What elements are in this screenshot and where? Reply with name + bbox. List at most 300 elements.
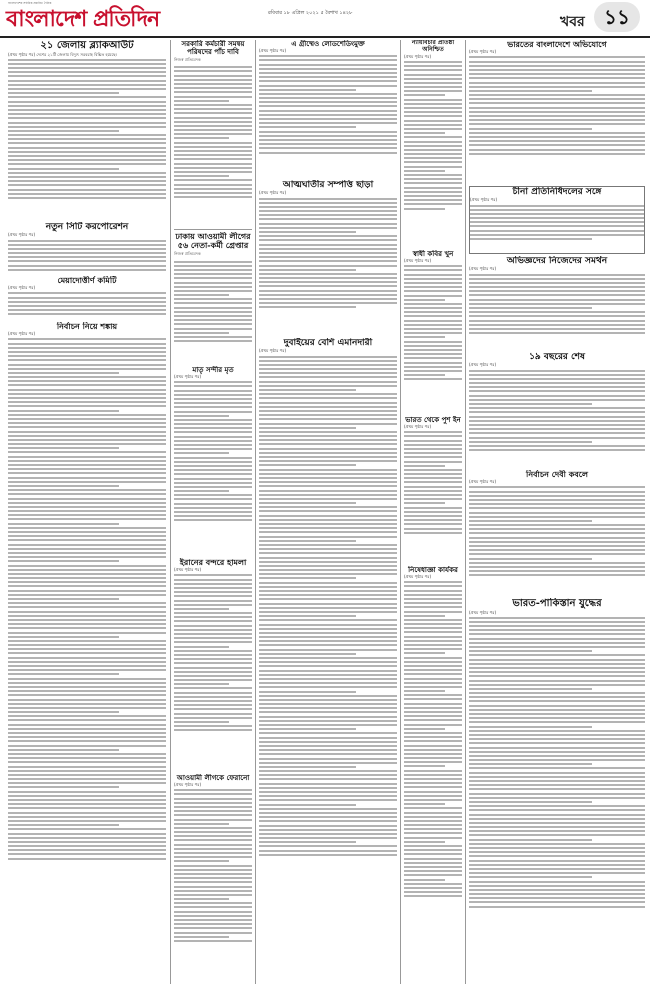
body-text-line bbox=[259, 766, 356, 768]
article-lede: (প্রথম পৃষ্ঠার পর) bbox=[174, 567, 202, 573]
body-text-line bbox=[259, 477, 397, 479]
body-text-line bbox=[469, 742, 645, 744]
body-text-line bbox=[174, 675, 252, 677]
body-text-line bbox=[259, 389, 356, 391]
body-text-line bbox=[404, 611, 462, 613]
body-text-line bbox=[259, 611, 397, 613]
body-text-line bbox=[8, 535, 166, 537]
body-text-line bbox=[8, 812, 166, 814]
body-text-line bbox=[469, 432, 645, 434]
body-text-line bbox=[174, 806, 252, 808]
body-text-line bbox=[404, 132, 445, 134]
issue-date-line: রবিবার ১৮ এপ্রিল ২০২১ ৫ বৈশাখ ১৪২৮ bbox=[268, 10, 353, 16]
body-text-line bbox=[8, 117, 166, 119]
body-text-line bbox=[174, 725, 252, 727]
body-text-line bbox=[404, 862, 462, 864]
body-text-line bbox=[8, 477, 166, 479]
body-text-line bbox=[469, 851, 645, 853]
article bbox=[469, 470, 645, 596]
body-text-line bbox=[404, 507, 462, 509]
body-text-line bbox=[469, 386, 645, 388]
body-text-line bbox=[8, 615, 166, 617]
body-text-line bbox=[469, 416, 645, 418]
body-text-line bbox=[8, 384, 166, 386]
body-text-line bbox=[259, 653, 356, 655]
body-text-line bbox=[8, 644, 166, 646]
body-text-line bbox=[174, 700, 252, 702]
article-lede: (প্রথম পৃষ্ঠার পর) bbox=[259, 48, 287, 54]
body-text-line bbox=[8, 142, 166, 144]
body-text-line bbox=[8, 518, 166, 520]
article-byline: নিজস্ব প্রতিবেদক bbox=[174, 251, 201, 257]
boxed-article bbox=[469, 186, 645, 254]
body-text-line bbox=[259, 110, 397, 112]
body-text-line bbox=[469, 696, 645, 698]
body-text-line bbox=[259, 640, 397, 642]
body-text-line bbox=[469, 654, 645, 656]
body-text-line bbox=[174, 860, 229, 862]
body-text-line bbox=[259, 804, 356, 806]
body-text-line bbox=[259, 799, 397, 801]
body-text-line bbox=[174, 179, 252, 181]
body-text-line bbox=[174, 810, 252, 812]
body-text-line bbox=[8, 611, 166, 613]
body-text-line bbox=[259, 298, 397, 300]
body-text-line bbox=[174, 146, 252, 148]
body-text-line bbox=[404, 490, 462, 492]
body-text-line bbox=[259, 223, 397, 225]
body-text-line bbox=[259, 364, 397, 366]
body-text-line bbox=[174, 83, 252, 85]
body-text-line bbox=[8, 514, 166, 516]
body-text-line bbox=[469, 437, 645, 439]
body-text-line bbox=[404, 761, 462, 763]
body-text-line bbox=[259, 372, 397, 374]
body-text-line bbox=[8, 652, 166, 654]
article bbox=[469, 598, 645, 980]
article-body bbox=[469, 370, 645, 452]
body-text-line bbox=[404, 598, 462, 600]
body-text-line bbox=[8, 256, 166, 258]
body-text-line bbox=[469, 663, 645, 665]
body-text-line bbox=[259, 473, 397, 475]
body-text-line bbox=[259, 531, 397, 533]
body-text-line bbox=[174, 163, 252, 165]
article bbox=[8, 222, 166, 274]
body-text-line bbox=[469, 671, 645, 673]
body-text-line bbox=[174, 587, 252, 589]
body-text-line bbox=[469, 399, 645, 401]
article-lede: (প্রথম পৃষ্ঠার পর) bbox=[8, 232, 36, 238]
body-text-line bbox=[404, 774, 462, 776]
body-text-line bbox=[174, 831, 252, 833]
body-text-line bbox=[8, 828, 166, 830]
body-text-line bbox=[259, 139, 397, 141]
body-text-line bbox=[404, 494, 462, 496]
body-text-line bbox=[469, 659, 645, 661]
body-text-line bbox=[8, 598, 119, 600]
body-text-line bbox=[8, 782, 166, 784]
body-text-line bbox=[174, 461, 252, 463]
body-text-line bbox=[174, 486, 252, 488]
body-text-line bbox=[469, 688, 592, 690]
body-text-line bbox=[8, 122, 166, 124]
body-text-line bbox=[404, 631, 462, 633]
body-text-line bbox=[8, 606, 166, 608]
body-text-line bbox=[404, 290, 462, 292]
body-text-line bbox=[174, 87, 252, 89]
body-text-line bbox=[404, 728, 445, 730]
body-text-line bbox=[8, 766, 166, 768]
body-text-line bbox=[469, 876, 592, 878]
body-text-line bbox=[174, 604, 252, 606]
body-text-line bbox=[469, 692, 645, 694]
masthead-tagline: বাংলাদেশের সর্বাধিক প্রচারিত দৈনিক bbox=[8, 1, 52, 5]
body-text-line bbox=[8, 443, 166, 445]
body-text-line bbox=[469, 537, 645, 539]
body-text-line bbox=[404, 107, 462, 109]
body-text-line bbox=[259, 850, 397, 852]
body-text-line bbox=[8, 460, 166, 462]
section-title: খবর bbox=[560, 14, 585, 30]
section-divider bbox=[174, 229, 252, 230]
body-text-line bbox=[259, 239, 397, 241]
body-text-line bbox=[259, 619, 397, 621]
body-text-line bbox=[404, 370, 462, 372]
body-text-line bbox=[8, 590, 166, 592]
article-body bbox=[404, 61, 462, 210]
body-text-line bbox=[469, 303, 645, 305]
body-text-line bbox=[174, 819, 252, 821]
body-text-line bbox=[469, 320, 645, 322]
body-text-line bbox=[469, 132, 645, 134]
body-text-line bbox=[404, 724, 462, 726]
body-text-line bbox=[8, 849, 166, 851]
body-text-line bbox=[259, 381, 397, 383]
body-text-line bbox=[259, 762, 397, 764]
body-text-line bbox=[259, 636, 397, 638]
body-text-line bbox=[8, 75, 166, 77]
body-text-line bbox=[469, 793, 645, 795]
body-text-line bbox=[8, 858, 166, 860]
body-text-line bbox=[259, 498, 397, 500]
article-headline: নির্বাচন দেবী কবলে bbox=[526, 470, 588, 479]
body-text-line bbox=[404, 332, 462, 334]
body-text-line bbox=[174, 906, 252, 908]
article-headline: দুবাইয়ের বেশি এমানদারী bbox=[283, 338, 373, 348]
body-text-line bbox=[174, 196, 252, 198]
body-text-line bbox=[8, 309, 166, 311]
body-text-line bbox=[404, 803, 445, 805]
body-text-line bbox=[259, 678, 397, 680]
body-text-line bbox=[469, 282, 645, 284]
article bbox=[8, 322, 166, 980]
body-text-line bbox=[469, 751, 645, 753]
body-text-line bbox=[404, 648, 462, 650]
body-text-line bbox=[469, 411, 645, 413]
body-text-line bbox=[404, 786, 462, 788]
body-text-line bbox=[8, 456, 166, 458]
body-text-line bbox=[259, 749, 397, 751]
body-text-line bbox=[174, 687, 252, 689]
body-text-line bbox=[259, 260, 397, 262]
body-text-line bbox=[404, 883, 462, 885]
body-text-line bbox=[8, 410, 119, 412]
body-text-line bbox=[174, 696, 252, 698]
body-text-line bbox=[8, 163, 166, 165]
article-body bbox=[469, 486, 645, 576]
body-text-line bbox=[174, 507, 252, 509]
body-text-line bbox=[174, 66, 252, 68]
body-text-line bbox=[469, 499, 645, 501]
body-text-line bbox=[174, 667, 252, 669]
body-text-line bbox=[259, 577, 356, 579]
body-text-line bbox=[404, 820, 462, 822]
body-text-line bbox=[259, 812, 397, 814]
body-text-line bbox=[8, 364, 166, 366]
body-text-line bbox=[8, 728, 166, 730]
body-text-line bbox=[469, 721, 645, 723]
body-text-line bbox=[404, 644, 462, 646]
body-text-line bbox=[174, 444, 252, 446]
body-text-line bbox=[8, 313, 166, 315]
body-text-line bbox=[404, 498, 462, 500]
body-text-line bbox=[174, 302, 252, 304]
body-text-line bbox=[404, 481, 462, 483]
body-text-line bbox=[174, 511, 252, 513]
article-lede: (প্রথম পৃষ্ঠার পর) bbox=[8, 285, 36, 291]
body-text-line bbox=[259, 544, 397, 546]
body-text-line bbox=[8, 252, 166, 254]
body-text-line bbox=[259, 582, 397, 584]
body-text-line bbox=[469, 549, 645, 551]
body-text-line bbox=[259, 845, 397, 847]
body-text-line bbox=[469, 826, 645, 828]
body-text-line bbox=[8, 560, 119, 562]
body-text-line bbox=[404, 874, 462, 876]
body-text-line bbox=[259, 573, 397, 575]
body-text-line bbox=[174, 595, 252, 597]
body-text-line bbox=[259, 691, 356, 693]
body-text-line bbox=[8, 414, 166, 416]
body-text-line bbox=[404, 853, 462, 855]
body-text-line bbox=[259, 439, 397, 441]
article bbox=[469, 352, 645, 468]
body-text-line bbox=[8, 565, 166, 567]
body-text-line bbox=[404, 690, 445, 692]
body-text-line bbox=[174, 406, 252, 408]
column-rule bbox=[170, 40, 171, 984]
body-text-line bbox=[404, 594, 462, 596]
body-text-line bbox=[404, 178, 462, 180]
body-text-line bbox=[8, 168, 119, 170]
body-text-line bbox=[469, 570, 645, 572]
article-lede: (প্রথম পৃষ্ঠার পর) দেশের ২১টি জেলায় বিদ্যুৎ সরবরাহ বিঘ্নিত হয়েছে। bbox=[8, 51, 118, 57]
body-text-line bbox=[469, 901, 645, 903]
body-text-line bbox=[8, 707, 166, 709]
body-text-line bbox=[259, 214, 397, 216]
body-text-line bbox=[404, 103, 462, 105]
body-text-line bbox=[404, 486, 462, 488]
body-text-line bbox=[470, 205, 644, 207]
body-text-line bbox=[8, 594, 166, 596]
body-text-line bbox=[469, 625, 645, 627]
article bbox=[259, 40, 397, 178]
body-text-line bbox=[404, 366, 462, 368]
body-text-line bbox=[174, 427, 252, 429]
body-text-line bbox=[404, 828, 462, 830]
body-text-line bbox=[8, 502, 166, 504]
body-text-line bbox=[8, 799, 166, 801]
body-text-line bbox=[259, 510, 397, 512]
body-text-line bbox=[404, 444, 462, 446]
body-text-line bbox=[259, 590, 397, 592]
article-headline: ১৯ বছরের শেষ bbox=[529, 352, 585, 362]
body-text-line bbox=[469, 574, 645, 576]
body-text-line bbox=[469, 115, 645, 117]
body-text-line bbox=[259, 198, 397, 200]
body-text-line bbox=[469, 144, 645, 146]
body-text-line bbox=[469, 767, 645, 769]
body-text-line bbox=[174, 142, 252, 144]
body-text-line bbox=[174, 886, 252, 888]
body-text-line bbox=[469, 684, 645, 686]
body-text-line bbox=[469, 675, 645, 677]
body-text-line bbox=[259, 481, 397, 483]
article bbox=[174, 232, 252, 364]
body-text-line bbox=[8, 732, 166, 734]
body-text-line bbox=[404, 891, 462, 893]
body-text-line bbox=[259, 816, 397, 818]
body-text-line bbox=[259, 695, 397, 697]
body-text-line bbox=[469, 822, 645, 824]
body-text-line bbox=[174, 315, 252, 317]
article-headline: মাতৃ সন্দীর মৃত bbox=[192, 366, 234, 374]
body-text-line bbox=[259, 661, 397, 663]
body-text-line bbox=[404, 431, 462, 433]
body-text-line bbox=[8, 130, 119, 132]
body-text-line bbox=[404, 623, 462, 625]
body-text-line bbox=[8, 260, 166, 262]
body-text-line bbox=[469, 503, 645, 505]
body-text-line bbox=[259, 615, 356, 617]
body-text-line bbox=[469, 726, 592, 728]
body-text-line bbox=[8, 351, 166, 353]
body-text-line bbox=[174, 923, 252, 925]
body-text-line bbox=[8, 109, 166, 111]
article-lede: (প্রথম পৃষ্ঠার পর) bbox=[174, 374, 202, 380]
body-text-line bbox=[8, 573, 166, 575]
body-text-line bbox=[259, 131, 397, 133]
article-headline: ভারত-পাকিস্তান যুদ্ধের bbox=[512, 598, 602, 609]
body-text-line bbox=[404, 166, 462, 168]
body-text-line bbox=[404, 698, 462, 700]
article-headline: ২১ জেলায় ব্ল্যাকআউট bbox=[40, 40, 134, 51]
body-text-line bbox=[259, 711, 397, 713]
body-text-line bbox=[174, 629, 252, 631]
body-text-line bbox=[8, 548, 166, 550]
body-text-line bbox=[259, 502, 356, 504]
body-text-line bbox=[174, 261, 252, 263]
body-text-line bbox=[469, 784, 645, 786]
body-text-line bbox=[174, 490, 229, 492]
body-text-line bbox=[174, 70, 252, 72]
body-text-line bbox=[404, 627, 462, 629]
body-text-line bbox=[174, 137, 229, 139]
article-headline: স্বাধী কবির খুন bbox=[412, 250, 454, 258]
body-text-line bbox=[259, 854, 397, 856]
body-text-line bbox=[404, 336, 445, 338]
body-text-line bbox=[404, 328, 462, 330]
body-text-line bbox=[8, 623, 166, 625]
body-text-line bbox=[8, 820, 166, 822]
body-text-line bbox=[8, 405, 166, 407]
body-text-line bbox=[174, 336, 252, 338]
body-text-line bbox=[404, 665, 462, 667]
body-text-line bbox=[469, 294, 645, 296]
body-text-line bbox=[259, 561, 397, 563]
body-text-line bbox=[259, 783, 397, 785]
column-rule bbox=[255, 40, 256, 984]
body-text-line bbox=[174, 154, 252, 156]
body-text-line bbox=[404, 341, 462, 343]
body-text-line bbox=[8, 761, 166, 763]
newspaper-logo: বাংলাদেশ প্রতিদিন bbox=[6, 6, 160, 32]
article bbox=[259, 180, 397, 336]
body-text-line bbox=[174, 890, 252, 892]
body-text-line bbox=[174, 814, 252, 816]
body-text-line bbox=[404, 182, 462, 184]
body-text-line bbox=[174, 478, 252, 480]
body-text-line bbox=[174, 394, 252, 396]
body-text-line bbox=[259, 265, 397, 267]
article-headline: আওয়ামী লীগকে ফেরানো bbox=[176, 774, 250, 782]
body-text-line bbox=[8, 690, 166, 692]
body-text-line bbox=[259, 485, 397, 487]
body-text-line bbox=[469, 553, 645, 555]
body-text-line bbox=[8, 422, 166, 424]
body-text-line bbox=[259, 565, 397, 567]
body-text-line bbox=[404, 657, 462, 659]
body-text-line bbox=[8, 380, 166, 382]
body-text-line bbox=[404, 678, 462, 680]
body-text-line bbox=[469, 486, 645, 488]
body-text-line bbox=[469, 290, 645, 292]
body-text-line bbox=[8, 694, 166, 696]
body-text-line bbox=[174, 150, 252, 152]
body-text-line bbox=[469, 713, 645, 715]
body-text-line bbox=[259, 699, 397, 701]
body-text-line bbox=[469, 797, 645, 799]
body-text-line bbox=[8, 807, 166, 809]
body-text-line bbox=[469, 512, 645, 514]
body-text-line bbox=[469, 805, 645, 807]
body-text-line bbox=[469, 872, 645, 874]
body-text-line bbox=[174, 482, 252, 484]
body-text-line bbox=[259, 423, 397, 425]
body-text-line bbox=[259, 460, 397, 462]
body-text-line bbox=[8, 678, 166, 680]
body-text-line bbox=[469, 650, 592, 652]
body-text-line bbox=[8, 297, 166, 299]
body-text-line bbox=[259, 402, 397, 404]
body-text-line bbox=[174, 591, 252, 593]
body-text-line bbox=[174, 423, 252, 425]
body-text-line bbox=[8, 569, 166, 571]
article-headline: মেয়াদোত্তীর্ণ কমিটি bbox=[57, 276, 117, 285]
body-text-line bbox=[174, 96, 252, 98]
body-text-line bbox=[469, 709, 645, 711]
